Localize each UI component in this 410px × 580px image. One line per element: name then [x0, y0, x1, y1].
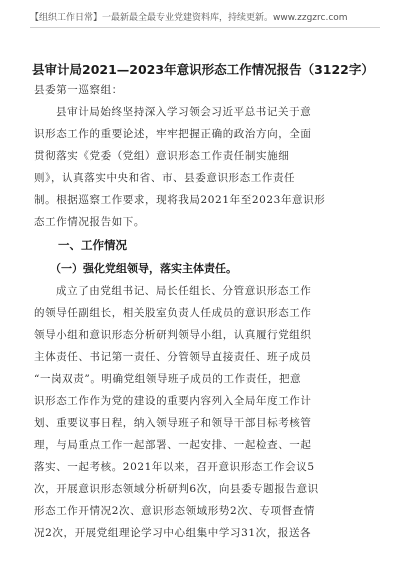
body-line: 领导小组和意识形态分析研判领导小组，认真履行党组织 [34, 329, 312, 341]
intro-line: 态工作情况报告如下。 [34, 216, 145, 228]
header-divider [30, 27, 380, 28]
body-line: 主体责任、书记第一责任、分管领导直接责任、班子成员 [34, 351, 312, 363]
intro-line: 贯彻落实《党委（党组）意识形态工作责任制实施细 [34, 150, 290, 162]
intro-line: 识形态工作的重要论述，牢牢把握正确的政治方向，全面 [34, 128, 312, 140]
body-line: 况2次，开展党组理论学习中心组集中学习31次，报送各 [34, 527, 312, 539]
body-line: 形态工作开情况2次、意识形态领域形势2次、专项督查情 [34, 505, 315, 517]
body-line: 成立了由党组书记、局长任组长、分管意识形态工作 [56, 285, 312, 297]
body-line: 的领导任副组长，相关股室负责人任成员的意识形态工作 [34, 307, 312, 319]
body-line: 落实、一起考核。2021年以来，召开意识形态工作会议5 [34, 461, 315, 473]
header-banner: 【组织工作日常】一最新最全最专业党建资料库，持续更新。www.zzgzrc.com [30, 13, 348, 23]
body-line: “一岗双责”。明确党组领导班子成员的工作责任，把意 [34, 373, 302, 385]
intro-line: 则》，认真落实中央和省、市、县委意识形态工作责任 [34, 172, 296, 184]
document-title: 县审计局2021—2023年意识形态工作情况报告（3122字） [32, 62, 374, 77]
body-line: 识形态工作作为党的建设的重要内容列入全局年度工作计 [34, 395, 312, 407]
section-heading: 一、工作情况 [58, 238, 127, 252]
intro-line: 县审计局始终坚持深入学习领会习近平总书记关于意 [56, 106, 312, 118]
body-line: 理，与局重点工作一起部署、一起安排、一起检查、一起 [34, 439, 312, 451]
body-line: 次，开展意识形态领域分析研判6次，向县委专题报告意识 [34, 483, 319, 495]
body-line: 划、重要议事日程，纳入领导班子和领导干部目标考核管 [34, 417, 312, 429]
subsection-heading: （一）强化党组领导，落实主体责任。 [50, 262, 237, 275]
intro-line: 制。根据巡察工作要求，现将我局2021年至2023年意识形 [34, 194, 326, 206]
addressee-line: 县委第一巡察组： [34, 84, 123, 96]
